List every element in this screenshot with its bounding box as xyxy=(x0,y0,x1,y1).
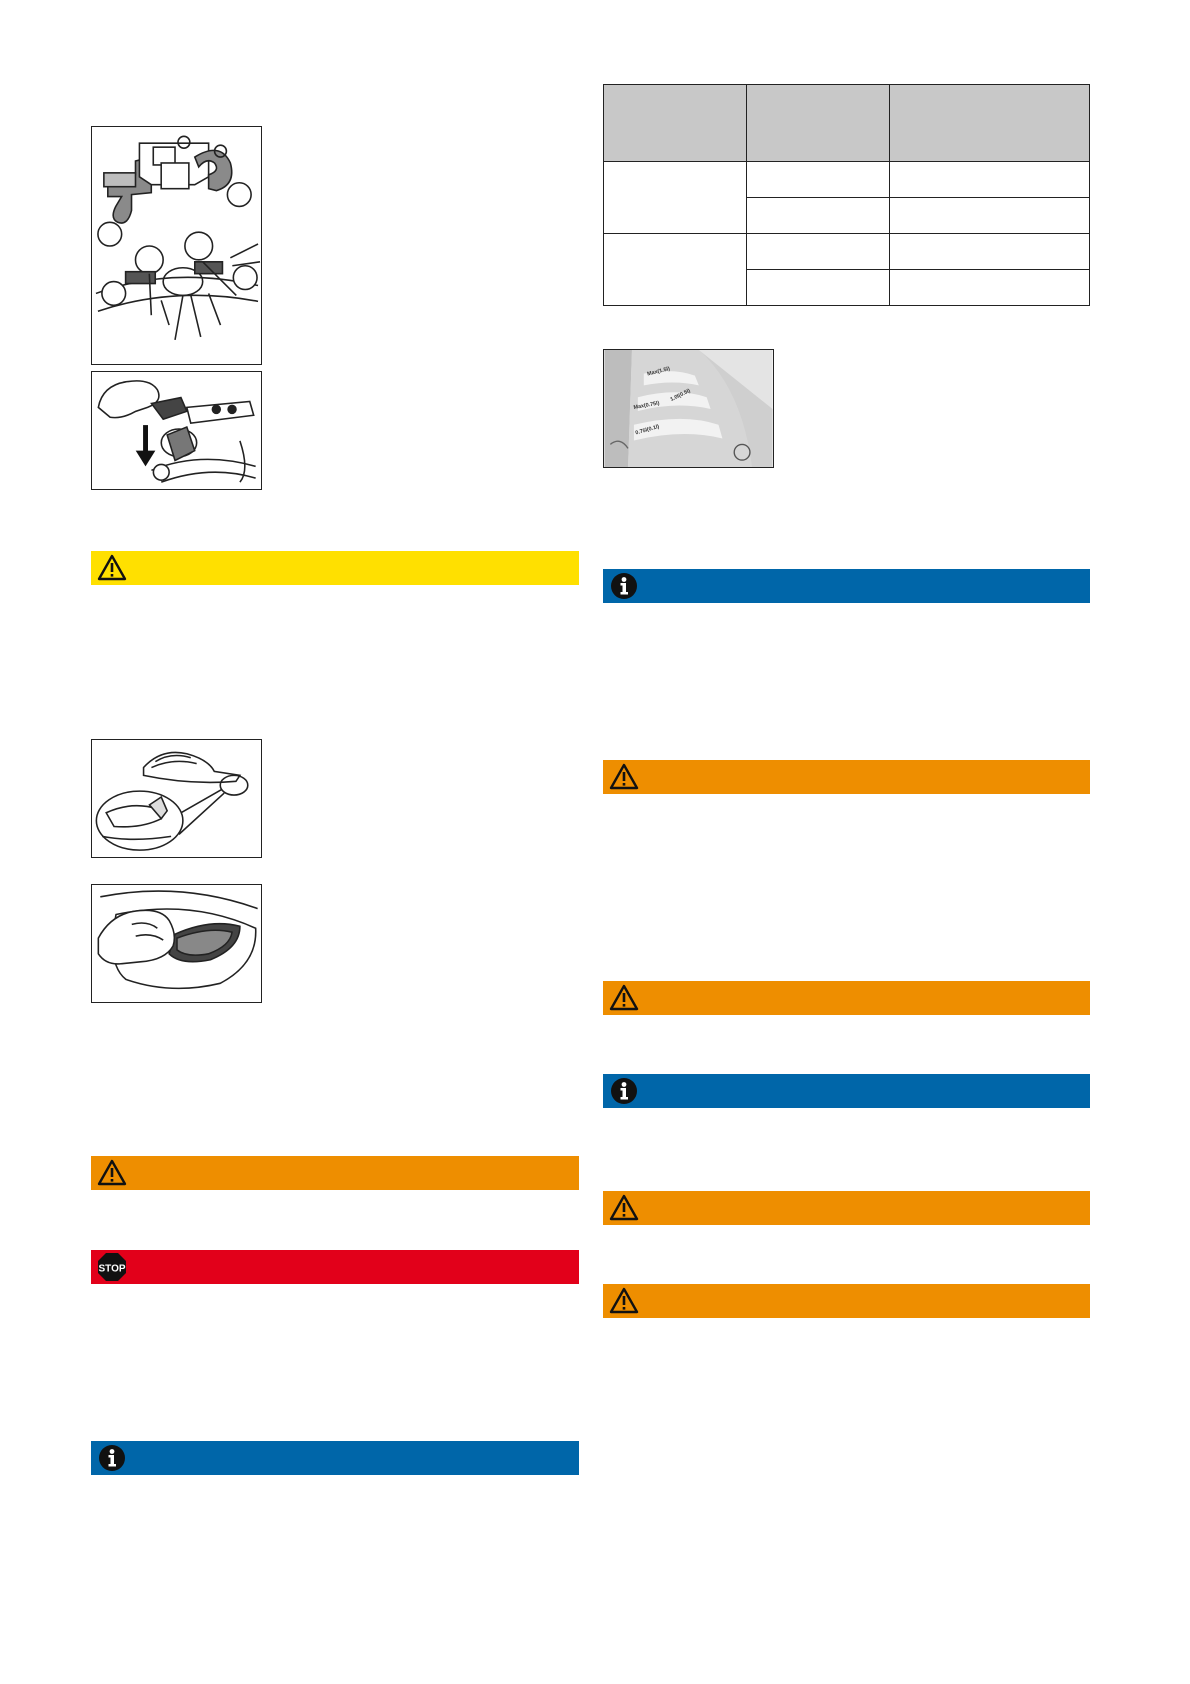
table-cell xyxy=(747,234,890,270)
warning-triangle-icon xyxy=(609,762,639,792)
table-cell xyxy=(890,270,1090,306)
table-cell xyxy=(604,162,747,234)
warning-triangle-icon xyxy=(97,1158,127,1188)
table-header-cell xyxy=(890,85,1090,162)
table-cell xyxy=(890,162,1090,198)
stop-label: STOP xyxy=(98,1263,126,1275)
info-icon xyxy=(609,1076,639,1106)
figure-hand-insert-pad xyxy=(91,884,262,1003)
table-cell xyxy=(890,234,1090,270)
table-header-cell xyxy=(747,85,890,162)
warning-triangle-icon xyxy=(609,1193,639,1223)
table-header-cell xyxy=(604,85,747,162)
warning-triangle-icon xyxy=(97,553,127,583)
level-mark-label: Max(0.75l) xyxy=(633,400,660,411)
figure-seal-lip-detail xyxy=(91,739,262,858)
lever-drawing xyxy=(92,372,261,489)
level-mark-label: 1.0l(0.5l) xyxy=(669,388,692,403)
info-icon xyxy=(609,571,639,601)
warning-triangle-icon xyxy=(609,1286,639,1316)
tank-photo xyxy=(604,350,773,467)
table-row xyxy=(604,162,1090,198)
table-header-row xyxy=(604,85,1090,162)
table-cell xyxy=(747,162,890,198)
warning-banner-right-1 xyxy=(603,760,1090,794)
table-cell xyxy=(747,198,890,234)
warning-banner-right-2 xyxy=(603,981,1090,1015)
warning-banner-left xyxy=(91,1156,579,1190)
figure-tank-level-marks xyxy=(603,349,774,468)
notice-banner-right-2 xyxy=(603,1074,1090,1108)
figure-lever-press-down xyxy=(91,371,262,490)
table-cell xyxy=(604,234,747,306)
table-row xyxy=(604,234,1090,270)
figure-handle-bracket-assembly xyxy=(91,126,262,365)
hand-pad-drawing xyxy=(92,885,261,1002)
stop-sign-icon xyxy=(97,1252,127,1282)
warning-banner-right-3 xyxy=(603,1191,1090,1225)
notice-banner-right-1 xyxy=(603,569,1090,603)
bracket-drawing xyxy=(92,127,261,364)
info-icon xyxy=(97,1443,127,1473)
warning-banner-right-4 xyxy=(603,1284,1090,1318)
caution-banner xyxy=(91,551,579,585)
table-cell xyxy=(747,270,890,306)
level-mark-label: Max(1.5l) xyxy=(646,366,671,378)
notice-banner-left xyxy=(91,1441,579,1475)
seal-drawing xyxy=(92,740,261,857)
table-cell xyxy=(890,198,1090,234)
level-mark-label: 0.75l(0.1l) xyxy=(634,423,661,437)
danger-banner xyxy=(91,1250,579,1284)
data-table xyxy=(603,84,1090,306)
warning-triangle-icon xyxy=(609,983,639,1013)
